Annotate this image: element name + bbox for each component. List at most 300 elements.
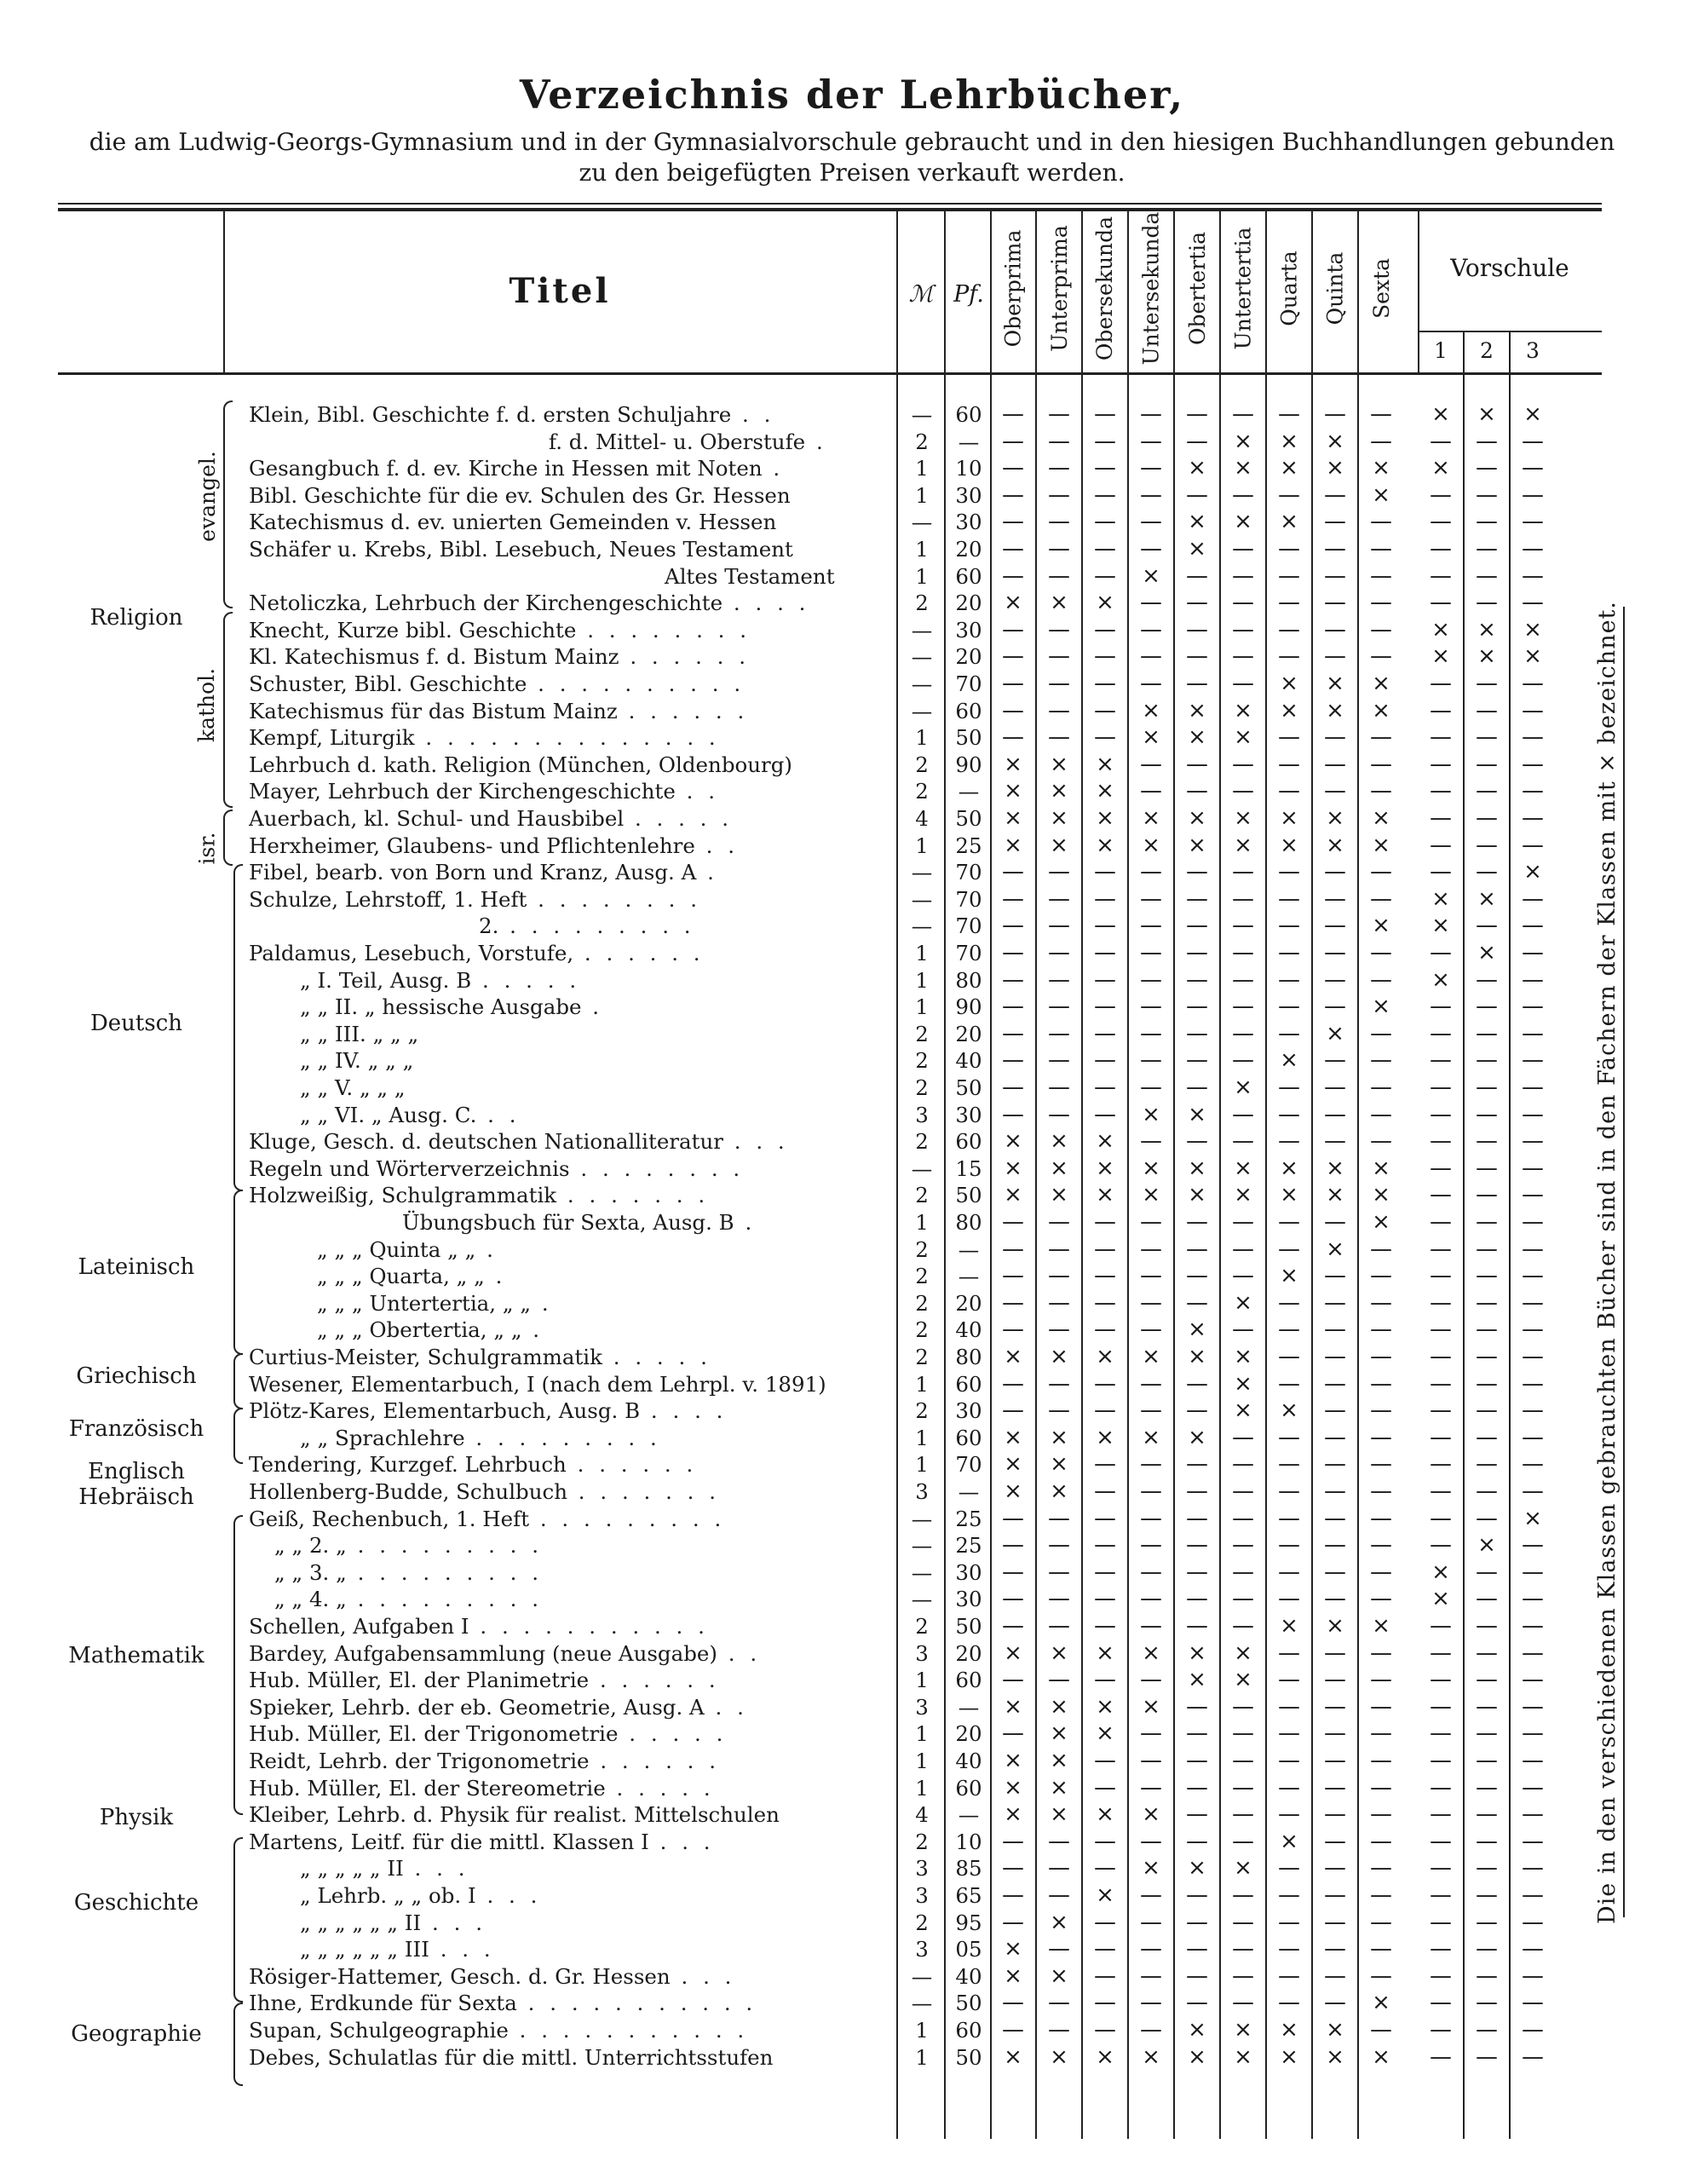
table-row bbox=[0, 724, 1704, 752]
class-unused-dash: — bbox=[1094, 1451, 1116, 1478]
class-unused-dash: — bbox=[1370, 1720, 1392, 1747]
class-unused-dash: — bbox=[1430, 1155, 1452, 1181]
class-unused-dash: — bbox=[1476, 1828, 1498, 1854]
dot-leader: . bbox=[696, 860, 718, 885]
class-unused-dash: — bbox=[1324, 994, 1346, 1020]
price-pfennig: 70 bbox=[955, 941, 982, 965]
book-title bbox=[249, 1290, 951, 1317]
table-row bbox=[0, 617, 1704, 644]
class-unused-dash: — bbox=[1370, 1532, 1392, 1559]
class-used-mark: × bbox=[1326, 1182, 1344, 1208]
class-unused-dash: — bbox=[1476, 671, 1498, 696]
class-used-mark: × bbox=[1326, 2043, 1344, 2070]
class-unused-dash: — bbox=[1278, 940, 1300, 965]
class-unused-dash: — bbox=[1476, 1047, 1498, 1074]
book-title-text: „ „ 2. „ bbox=[274, 1533, 347, 1559]
class-used-mark: × bbox=[1050, 1748, 1068, 1773]
class-used-mark: × bbox=[1372, 913, 1390, 939]
class-unused-dash: — bbox=[1048, 536, 1070, 562]
class-unused-dash: — bbox=[1430, 1801, 1452, 1828]
price-mark: 1 bbox=[915, 2044, 929, 2070]
class-unused-dash: — bbox=[1094, 1532, 1116, 1559]
column-mark-header: ℳ bbox=[908, 281, 934, 308]
class-header-unterprima bbox=[1036, 211, 1082, 365]
class-used-mark: × bbox=[1050, 590, 1068, 616]
class-unused-dash: — bbox=[1278, 536, 1300, 562]
class-used-mark: × bbox=[1050, 1155, 1068, 1181]
price-pfennig: 20 bbox=[955, 1021, 982, 1046]
class-unused-dash: — bbox=[1094, 1962, 1116, 1989]
class-used-mark: × bbox=[1004, 1344, 1022, 1369]
class-used-mark: × bbox=[1280, 832, 1298, 858]
dot-leader: . . . . . bbox=[624, 806, 734, 831]
price-pfennig: 60 bbox=[955, 402, 982, 427]
class-unused-dash: — bbox=[1048, 2017, 1070, 2043]
class-used-mark: × bbox=[1050, 1801, 1068, 1828]
class-used-mark: × bbox=[1050, 1639, 1068, 1666]
dot-leader: . . . bbox=[648, 1829, 715, 1854]
class-unused-dash: — bbox=[1278, 778, 1300, 804]
class-unused-dash: — bbox=[1324, 1532, 1346, 1559]
class-unused-dash: — bbox=[1186, 1828, 1208, 1854]
class-unused-dash: — bbox=[1048, 1289, 1070, 1316]
class-unused-dash: — bbox=[1232, 1505, 1254, 1531]
class-used-mark: × bbox=[1280, 697, 1298, 723]
price-pfennig: — bbox=[958, 429, 980, 454]
class-unused-dash: — bbox=[1476, 1720, 1498, 1747]
class-unused-dash: — bbox=[1430, 1532, 1452, 1559]
class-unused-dash: — bbox=[1048, 1263, 1070, 1289]
class-unused-dash: — bbox=[1278, 1451, 1300, 1478]
class-unused-dash: — bbox=[1430, 1236, 1452, 1262]
book-title-text: Altes Testament bbox=[665, 563, 835, 589]
price-mark: 2 bbox=[915, 1075, 929, 1100]
class-unused-dash: — bbox=[1522, 994, 1544, 1020]
book-title-text: Schuster, Bibl. Geschichte bbox=[249, 671, 527, 696]
class-unused-dash: — bbox=[1324, 1586, 1346, 1612]
class-unused-dash: — bbox=[1430, 1370, 1452, 1397]
class-unused-dash: — bbox=[1140, 940, 1162, 965]
class-unused-dash: — bbox=[1140, 1397, 1162, 1424]
class-unused-dash: — bbox=[1140, 590, 1162, 616]
book-title-text: Tendering, Kurzgef. Lehrbuch bbox=[249, 1452, 567, 1478]
class-unused-dash: — bbox=[1186, 1882, 1208, 1908]
class-unused-dash: — bbox=[1476, 1209, 1498, 1235]
class-used-mark: × bbox=[1234, 2017, 1252, 2043]
table-row bbox=[0, 1506, 1704, 1533]
subject-geographie: Geographie bbox=[71, 2021, 202, 2047]
class-unused-dash: — bbox=[1522, 1613, 1544, 1639]
book-title bbox=[249, 940, 883, 967]
class-unused-dash: — bbox=[1186, 1397, 1208, 1424]
price-pfennig: 80 bbox=[955, 1345, 982, 1369]
class-unused-dash: — bbox=[1476, 1586, 1498, 1612]
class-unused-dash: — bbox=[1522, 1155, 1544, 1181]
class-unused-dash: — bbox=[1476, 1020, 1498, 1046]
class-unused-dash: — bbox=[1430, 1693, 1452, 1720]
class-unused-dash: — bbox=[1232, 1748, 1254, 1773]
class-unused-dash: — bbox=[1140, 1828, 1162, 1854]
class-used-mark: × bbox=[1004, 1451, 1022, 1478]
class-unused-dash: — bbox=[1140, 1720, 1162, 1747]
class-unused-dash: — bbox=[1430, 2017, 1452, 2043]
book-title bbox=[249, 778, 883, 805]
price-pfennig: 10 bbox=[955, 1829, 982, 1854]
class-used-mark: × bbox=[1234, 1155, 1252, 1181]
class-unused-dash: — bbox=[1094, 1236, 1116, 1262]
class-used-mark: × bbox=[1280, 1155, 1298, 1181]
class-used-mark: × bbox=[1188, 1855, 1206, 1881]
book-title bbox=[249, 1720, 883, 1748]
book-title-text: „ „ 4. „ bbox=[274, 1587, 347, 1612]
price-mark: — bbox=[911, 698, 933, 723]
book-title bbox=[249, 455, 883, 482]
class-unused-dash: — bbox=[1094, 643, 1116, 670]
class-unused-dash: — bbox=[1048, 1613, 1070, 1639]
class-unused-dash: — bbox=[1140, 1128, 1162, 1155]
price-mark: — bbox=[911, 1963, 933, 1989]
dot-leader: . . . . . bbox=[471, 967, 581, 993]
class-unused-dash: — bbox=[1140, 481, 1162, 508]
book-title-text: „ „ „ Quinta „ „ bbox=[317, 1236, 476, 1262]
book-title bbox=[249, 1128, 883, 1155]
book-title-text: „ „ „ Quarta, „ „ bbox=[317, 1264, 485, 1289]
price-mark: 1 bbox=[915, 482, 929, 508]
vorschule-class-3: 3 bbox=[1526, 338, 1540, 363]
class-unused-dash: — bbox=[1324, 1639, 1346, 1666]
class-unused-dash: — bbox=[1430, 590, 1452, 616]
price-mark: 2 bbox=[915, 1829, 929, 1854]
class-used-mark: × bbox=[1096, 778, 1114, 804]
class-unused-dash: — bbox=[1370, 1451, 1392, 1478]
class-used-mark: × bbox=[1142, 1344, 1160, 1369]
book-title bbox=[249, 1613, 883, 1640]
table-row bbox=[0, 1317, 1704, 1344]
book-title-text: „ „ „ „ „ „ III bbox=[300, 1937, 429, 1962]
book-title-text: Hub. Müller, El. der Planimetrie bbox=[249, 1668, 590, 1693]
class-used-mark: × bbox=[1234, 724, 1252, 751]
class-unused-dash: — bbox=[1232, 1478, 1254, 1504]
class-header-quarta bbox=[1266, 211, 1312, 365]
class-unused-dash: — bbox=[1370, 1936, 1392, 1962]
dot-leader: . bbox=[484, 1264, 507, 1289]
class-unused-dash: — bbox=[1522, 751, 1544, 777]
class-unused-dash: — bbox=[1278, 1801, 1300, 1828]
class-used-mark: × bbox=[1188, 832, 1206, 858]
book-title bbox=[249, 1478, 883, 1506]
class-header-untertertia bbox=[1220, 211, 1266, 365]
class-unused-dash: — bbox=[1094, 428, 1116, 454]
class-used-mark: × bbox=[1234, 805, 1252, 831]
class-unused-dash: — bbox=[1094, 1667, 1116, 1693]
price-pfennig: 30 bbox=[955, 1398, 982, 1424]
class-unused-dash: — bbox=[1324, 1720, 1346, 1747]
class-used-mark: × bbox=[1372, 455, 1390, 481]
dot-leader: . bbox=[734, 1210, 757, 1235]
column-title-header: Titel bbox=[509, 271, 611, 311]
table-row bbox=[0, 1344, 1704, 1371]
class-unused-dash: — bbox=[1232, 562, 1254, 589]
class-unused-dash: — bbox=[1370, 1667, 1392, 1693]
page-title: Verzeichnis der Lehrbücher, bbox=[519, 72, 1185, 118]
class-unused-dash: — bbox=[1094, 966, 1116, 993]
class-unused-dash: — bbox=[1370, 966, 1392, 993]
class-used-mark: × bbox=[1050, 1774, 1068, 1801]
dot-leader: . . . . . . bbox=[619, 644, 751, 670]
price-mark: — bbox=[911, 1991, 933, 2016]
class-unused-dash: — bbox=[1186, 1075, 1208, 1100]
table-row bbox=[0, 1667, 1704, 1694]
dot-leader: . . bbox=[717, 1640, 762, 1666]
class-unused-dash: — bbox=[1186, 1586, 1208, 1612]
subject-physik: Physik bbox=[99, 1805, 174, 1830]
class-unused-dash: — bbox=[1476, 1155, 1498, 1181]
dot-leader: . bbox=[521, 1317, 544, 1343]
class-unused-dash: — bbox=[1522, 1289, 1544, 1316]
class-unused-dash: — bbox=[1324, 724, 1346, 751]
table-row bbox=[0, 1855, 1704, 1882]
class-unused-dash: — bbox=[1186, 1478, 1208, 1504]
class-unused-dash: — bbox=[1476, 590, 1498, 616]
price-pfennig: 30 bbox=[955, 510, 982, 535]
class-unused-dash: — bbox=[1522, 2017, 1544, 2043]
book-title bbox=[249, 590, 883, 617]
book-title bbox=[249, 805, 883, 833]
class-unused-dash: — bbox=[1094, 1774, 1116, 1801]
class-unused-dash: — bbox=[1048, 1667, 1070, 1693]
class-unused-dash: — bbox=[1140, 1962, 1162, 1989]
price-mark: — bbox=[911, 1587, 933, 1612]
class-unused-dash: — bbox=[1522, 1370, 1544, 1397]
header-bottom-rule bbox=[58, 372, 1602, 375]
class-unused-dash: — bbox=[1002, 966, 1024, 993]
dot-leader: . bbox=[805, 429, 827, 454]
side-note: Die in den verschiedenen Klassen gebrauchten Bücher sind in den Fächern der Klassen mit × bezeichnet. bbox=[1593, 600, 1621, 1924]
class-unused-dash: — bbox=[1232, 1882, 1254, 1908]
class-unused-dash: — bbox=[1370, 1882, 1392, 1908]
class-unused-dash: — bbox=[1522, 1209, 1544, 1235]
price-pfennig: — bbox=[958, 1479, 980, 1504]
class-unused-dash: — bbox=[1186, 940, 1208, 965]
dot-leader: . bbox=[581, 994, 604, 1020]
class-unused-dash: — bbox=[1186, 1801, 1208, 1828]
class-unused-dash: — bbox=[1430, 1289, 1452, 1316]
subgroup-evangelisch: evangel. bbox=[194, 450, 220, 542]
class-unused-dash: — bbox=[1370, 1344, 1392, 1369]
class-used-mark: × bbox=[1050, 1344, 1068, 1369]
class-unused-dash: — bbox=[1522, 940, 1544, 965]
class-unused-dash: — bbox=[1324, 616, 1346, 643]
class-unused-dash: — bbox=[1522, 1182, 1544, 1208]
class-unused-dash: — bbox=[1140, 428, 1162, 454]
dot-leader: . . . . . . . . bbox=[576, 617, 751, 643]
price-pfennig: 60 bbox=[955, 1129, 982, 1155]
class-used-mark: × bbox=[1280, 1613, 1298, 1639]
class-used-mark: × bbox=[1096, 1424, 1114, 1450]
subgroup-israelitisch: isr. bbox=[194, 832, 220, 864]
class-unused-dash: — bbox=[1048, 966, 1070, 993]
class-unused-dash: — bbox=[1002, 1317, 1024, 1343]
dot-leader: . . bbox=[731, 402, 775, 427]
class-unused-dash: — bbox=[1430, 1613, 1452, 1639]
class-unused-dash: — bbox=[1522, 1909, 1544, 1935]
class-used-mark: × bbox=[1096, 1155, 1114, 1181]
class-unused-dash: — bbox=[1476, 1505, 1498, 1531]
book-title-text: Curtius-Meister, Schulgrammatik bbox=[249, 1345, 602, 1369]
class-unused-dash: — bbox=[1186, 1451, 1208, 1478]
price-pfennig: 50 bbox=[955, 806, 982, 831]
dot-leader: . bbox=[475, 1236, 498, 1262]
class-unused-dash: — bbox=[1278, 966, 1300, 993]
table-row bbox=[0, 2017, 1704, 2044]
table-row bbox=[0, 1720, 1704, 1748]
class-used-mark: × bbox=[1096, 832, 1114, 858]
table-row bbox=[0, 1775, 1704, 1802]
book-title bbox=[249, 967, 934, 994]
class-used-mark: × bbox=[1004, 590, 1022, 616]
class-unused-dash: — bbox=[1048, 1101, 1070, 1127]
class-unused-dash: — bbox=[1476, 1344, 1498, 1369]
class-unused-dash: — bbox=[1140, 2017, 1162, 2043]
class-unused-dash: — bbox=[1094, 697, 1116, 723]
class-used-mark: × bbox=[1188, 1639, 1206, 1666]
price-pfennig: 70 bbox=[955, 913, 982, 939]
table-row bbox=[0, 752, 1704, 779]
class-unused-dash: — bbox=[1324, 401, 1346, 427]
table-row bbox=[0, 455, 1704, 482]
price-pfennig: 50 bbox=[955, 1075, 982, 1100]
class-unused-dash: — bbox=[1232, 1020, 1254, 1046]
class-unused-dash: — bbox=[1094, 1047, 1116, 1074]
class-unused-dash: — bbox=[1278, 1128, 1300, 1155]
book-title bbox=[249, 1936, 934, 1963]
class-unused-dash: — bbox=[1522, 455, 1544, 481]
class-unused-dash: — bbox=[1278, 724, 1300, 751]
book-title-text: Supan, Schulgeographie bbox=[249, 2018, 509, 2043]
class-unused-dash: — bbox=[1370, 778, 1392, 804]
table-row bbox=[0, 1209, 1704, 1236]
class-unused-dash: — bbox=[1140, 643, 1162, 670]
class-used-mark: × bbox=[1234, 455, 1252, 481]
price-pfennig: 40 bbox=[955, 1317, 982, 1343]
class-header-label: Quarta bbox=[1276, 250, 1302, 326]
class-unused-dash: — bbox=[1186, 1720, 1208, 1747]
book-title-text: f. d. Mittel- u. Oberstufe bbox=[549, 429, 806, 454]
class-unused-dash: — bbox=[1370, 1128, 1392, 1155]
class-unused-dash: — bbox=[1002, 1397, 1024, 1424]
class-unused-dash: — bbox=[1186, 562, 1208, 589]
class-unused-dash: — bbox=[1048, 940, 1070, 965]
dot-leader: . . . . . . . . . bbox=[346, 1587, 544, 1612]
price-mark: — bbox=[911, 617, 933, 643]
price-pfennig: 60 bbox=[955, 698, 982, 723]
class-unused-dash: — bbox=[1278, 643, 1300, 670]
class-unused-dash: — bbox=[1232, 401, 1254, 427]
price-pfennig: — bbox=[958, 1236, 980, 1262]
book-title bbox=[249, 1855, 934, 1882]
dot-leader: . . . . . . . . . bbox=[464, 1425, 661, 1450]
class-unused-dash: — bbox=[1522, 1532, 1544, 1559]
class-unused-dash: — bbox=[1140, 1047, 1162, 1074]
class-unused-dash: — bbox=[1232, 1559, 1254, 1585]
class-unused-dash: — bbox=[1370, 1962, 1392, 1989]
price-mark: 1 bbox=[915, 994, 929, 1020]
class-unused-dash: — bbox=[1370, 1586, 1392, 1612]
class-unused-dash: — bbox=[1522, 805, 1544, 831]
class-used-mark: × bbox=[1372, 1182, 1390, 1208]
class-col-rule bbox=[1219, 211, 1221, 2139]
book-title-text: „ „ 3. „ bbox=[274, 1559, 347, 1585]
dot-leader: . . . . . . . . . bbox=[529, 1506, 726, 1531]
class-used-mark: × bbox=[1234, 832, 1252, 858]
class-unused-dash: — bbox=[1232, 940, 1254, 965]
price-mark: 1 bbox=[915, 1452, 929, 1478]
class-unused-dash: — bbox=[1324, 1209, 1346, 1235]
class-used-mark: × bbox=[1096, 1128, 1114, 1155]
class-unused-dash: — bbox=[1476, 1451, 1498, 1478]
class-unused-dash: — bbox=[1370, 401, 1392, 427]
dot-leader: . . bbox=[704, 1694, 748, 1720]
class-unused-dash: — bbox=[1278, 1748, 1300, 1773]
class-used-mark: × bbox=[1142, 832, 1160, 858]
class-header-label: Sexta bbox=[1368, 257, 1394, 319]
class-unused-dash: — bbox=[1278, 1962, 1300, 1989]
class-unused-dash: — bbox=[1140, 1236, 1162, 1262]
class-unused-dash: — bbox=[1002, 1075, 1024, 1100]
class-unused-dash: — bbox=[1002, 1990, 1024, 2016]
class-used-mark: × bbox=[1142, 2043, 1160, 2070]
book-title bbox=[249, 1155, 883, 1183]
class-unused-dash: — bbox=[1094, 1075, 1116, 1100]
class-used-mark: × bbox=[1477, 616, 1496, 643]
class-unused-dash: — bbox=[1094, 562, 1116, 589]
price-mark: 2 bbox=[915, 779, 929, 804]
book-title bbox=[249, 1667, 883, 1694]
book-title-text: Schulze, Lehrstoff, 1. Heft bbox=[249, 886, 527, 912]
class-used-mark: × bbox=[1004, 751, 1022, 777]
price-pfennig: 70 bbox=[955, 671, 982, 696]
class-used-mark: × bbox=[1096, 1882, 1114, 1908]
class-unused-dash: — bbox=[1232, 885, 1254, 912]
class-unused-dash: — bbox=[1430, 1505, 1452, 1531]
class-unused-dash: — bbox=[1094, 481, 1116, 508]
class-unused-dash: — bbox=[1324, 1370, 1346, 1397]
book-title bbox=[249, 1425, 934, 1452]
class-unused-dash: — bbox=[1370, 1693, 1392, 1720]
table-row bbox=[0, 859, 1704, 886]
class-unused-dash: — bbox=[1522, 913, 1544, 939]
class-unused-dash: — bbox=[1476, 1424, 1498, 1450]
class-unused-dash: — bbox=[1370, 1370, 1392, 1397]
class-unused-dash: — bbox=[1094, 1317, 1116, 1343]
class-unused-dash: — bbox=[1048, 1559, 1070, 1585]
class-unused-dash: — bbox=[1476, 1936, 1498, 1962]
class-used-mark: × bbox=[1326, 1155, 1344, 1181]
book-title-text: „ „ VI. „ Ausg. C. bbox=[300, 1102, 477, 1127]
class-unused-dash: — bbox=[1522, 885, 1544, 912]
class-unused-dash: — bbox=[1140, 1613, 1162, 1639]
class-unused-dash: — bbox=[1522, 1344, 1544, 1369]
class-unused-dash: — bbox=[1476, 1962, 1498, 1989]
class-unused-dash: — bbox=[1476, 1236, 1498, 1262]
class-unused-dash: — bbox=[1186, 1532, 1208, 1559]
class-used-mark: × bbox=[1050, 805, 1068, 831]
price-pfennig: 60 bbox=[955, 1775, 982, 1801]
class-used-mark: × bbox=[1188, 1667, 1206, 1693]
class-unused-dash: — bbox=[1186, 1047, 1208, 1074]
class-unused-dash: — bbox=[1002, 481, 1024, 508]
book-title bbox=[249, 886, 883, 913]
